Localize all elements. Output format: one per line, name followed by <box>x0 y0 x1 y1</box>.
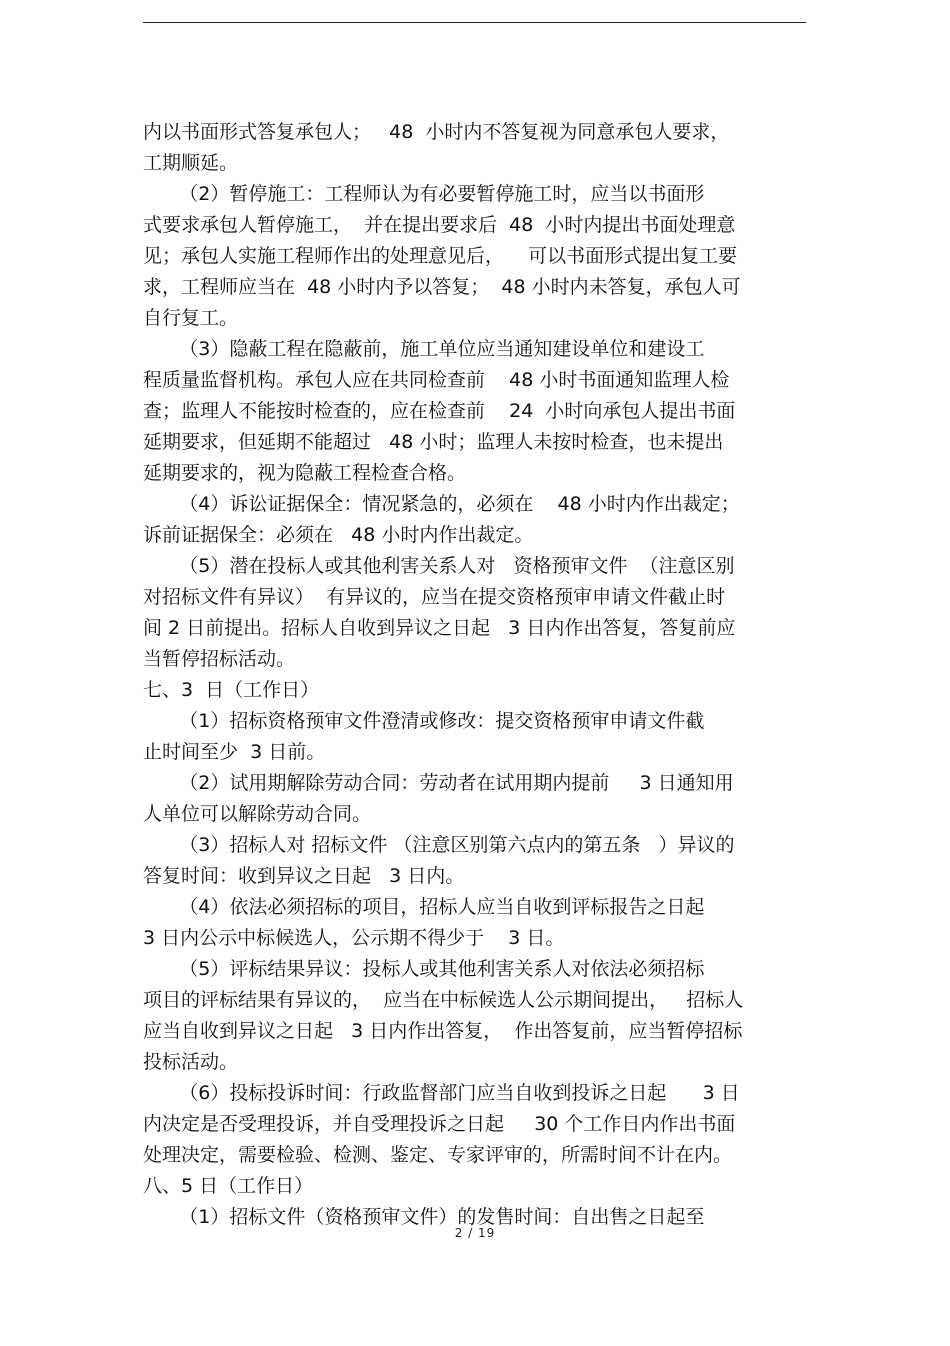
text-line: （5）评标结果异议：投标人或其他利害关系人对依法必须招标 <box>143 958 705 980</box>
text-line: 人单位可以解除劳动合同。 <box>143 803 372 825</box>
text-line: 式要求承包人暂停施工， 并在提出要求后 48 小时内提出书面处理意 <box>143 214 736 236</box>
text-line: 内以书面形式答复承包人； 48 小时内不答复视为同意承包人要求， <box>143 121 730 143</box>
text-line: 间 2 日前提出。招标人自收到异议之日起 3 日内作出答复，答复前应 <box>143 617 736 639</box>
text-line: 止时间至少 3 日前。 <box>143 741 326 763</box>
section-heading: 七、3 日（工作日） <box>143 679 320 701</box>
page-number: 2 / 19 <box>454 1226 496 1240</box>
text-line: 查；监理人不能按时检查的，应在检查前 24 小时向承包人提出书面 <box>143 400 736 422</box>
document-body <box>143 117 808 1233</box>
text-line: 答复时间：收到异议之日起 3 日内。 <box>143 865 465 887</box>
header-rule <box>143 22 806 23</box>
text-line: 3 日内公示中标候选人，公示期不得少于 3 日。 <box>143 927 565 949</box>
text-line: 程质量监督机构。承包人应在共同检查前 48 小时书面通知监理人检 <box>143 369 730 391</box>
text-line: 当暂停招标活动。 <box>143 648 296 670</box>
text-line: 求，工程师应当在 48 小时内予以答复； 48 小时内未答复，承包人可 <box>143 276 741 298</box>
text-line: 工期顺延。 <box>143 152 239 174</box>
text-line: 处理决定，需要检验、检测、鉴定、专家评审的，所需时间不计在内。 <box>143 1144 733 1166</box>
text-line: 投标活动。 <box>143 1051 239 1073</box>
text-line: （1）招标文件（资格预审文件）的发售时间：自出售之日起至 <box>143 1206 705 1228</box>
text-line: 内决定是否受理投诉，并自受理投诉之日起 30 个工作日内作出书面 <box>143 1113 736 1135</box>
section-heading: 八、5 日（工作日） <box>143 1175 314 1197</box>
text-line: （3）隐蔽工程在隐蔽前，施工单位应当通知建设单位和建设工 <box>143 338 705 360</box>
text-line: 对招标文件有异议） 有异议的，应当在提交资格预审申请文件截止时 <box>143 586 726 608</box>
text-line: 应当自收到异议之日起 3 日内作出答复， 作出答复前，应当暂停招标 <box>143 1020 743 1042</box>
text-line: 诉前证据保全：必须在 48 小时内作出裁定。 <box>143 524 534 546</box>
text-line: （6）投标投诉时间：行政监督部门应当自收到投诉之日起 3 日 <box>143 1082 740 1104</box>
text-line: （4）诉讼证据保全：情况紧急的，必须在 48 小时内作出裁定； <box>143 493 740 515</box>
text-line: （4）依法必须招标的项目，招标人应当自收到评标报告之日起 <box>143 896 705 918</box>
text-line: 自行复工。 <box>143 307 239 329</box>
text-line: （2）试用期解除劳动合同：劳动者在试用期内提前 3 日通知用 <box>143 772 734 794</box>
text-line: （2）暂停施工：工程师认为有必要暂停施工时，应当以书面形 <box>143 183 705 205</box>
text-line: （5）潜在投标人或其他利害关系人对 资格预审文件 （注意区别 <box>143 555 735 577</box>
text-line: 延期要求，但延期不能超过 48 小时；监理人未按时检查，也未提出 <box>143 431 724 453</box>
text-line: 项目的评标结果有异议的， 应当在中标候选人公示期间提出， 招标人 <box>143 989 744 1011</box>
text-line: （1）招标资格预审文件澄清或修改：提交资格预审申请文件截 <box>143 710 705 732</box>
text-line: （3）招标人对 招标文件 （注意区别第六点内的第五条 ）异议的 <box>143 834 735 856</box>
text-line: 延期要求的，视为隐蔽工程检查合格。 <box>143 462 467 484</box>
text-line: 见；承包人实施工程师作出的处理意见后， 可以书面形式提出复工要 <box>143 245 738 267</box>
